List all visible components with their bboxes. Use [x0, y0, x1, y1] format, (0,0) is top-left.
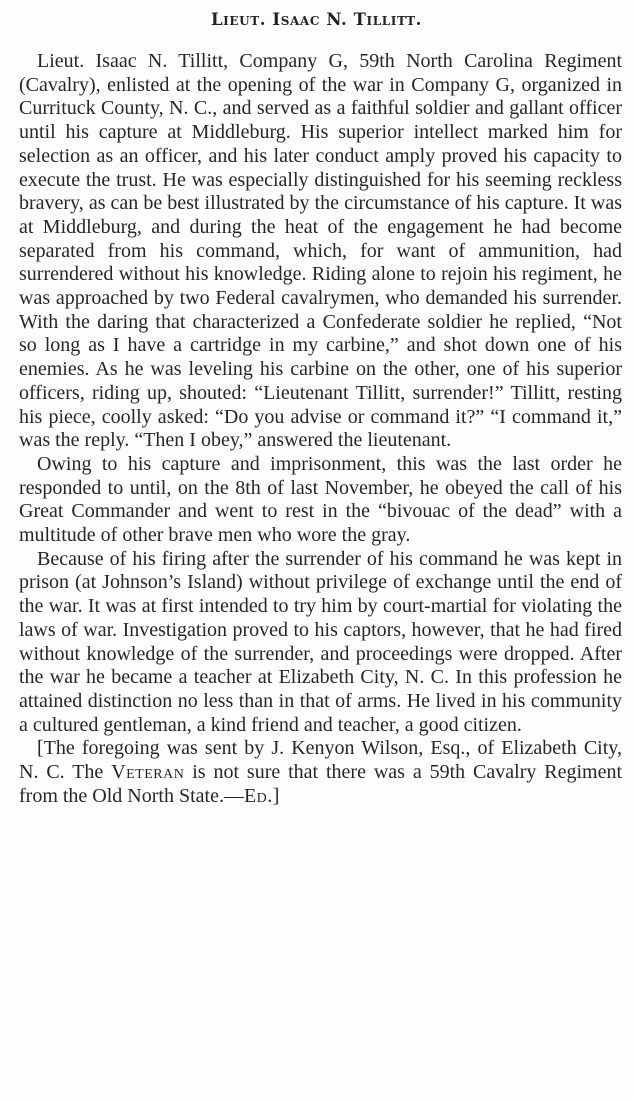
editor-note-before: [The foregoing was sent by J. Kenyon Wilson, Esq., of Elizabeth City, N. C. The — [19, 737, 622, 784]
paragraph-2: Owing to his capture and imprisonment, this was the last order he responded to until, on the 8th of last November, he obeyed the call of his Great Commander and went to rest in the “bivouac of the dead” with a multitude of other brave men who wore the gray. — [19, 452, 622, 547]
editor-note-middle: is not sure that there was a 59th Cavalry Regiment from the Old North State.— — [19, 761, 623, 807]
editor-note — [19, 737, 622, 808]
paragraph-1: Lieut. Isaac N. Tillitt, Company G, 59th North Carolina Regiment (Cavalry), enlisted at the opening of the war in Company G, organized in Currituck County, N. C., and served as a faithful soldier and gallant officer until his capture at Middleburg. His superior intellect marked him for selection as an officer, and his later conduct amply proved his capacity to execute the trust. He was especially distinguished for his seeming reckless bravery, as can be best illustrated by the circumstance of his capture. It was at Middleburg, and during the heat of the engagement he had become separated from his command, which, for want of ammunition, had surrendered without his knowledge. Riding alone to rejoin his regiment, he was approached by two Federal cavalrymen, who demanded his surrender. With the daring that characterized a Confederate soldier he replied, “Not so long as I have a cartridge in my carbine,” and shot down one of his enemies. As he was leveling his carbine on the other, one of his superior officers, riding up, shouted: “Lieutenant Tillitt, surrender!” Tillitt, resting his piece, coolly asked: “Do you advise or command it?” “I command it,” was the reply. “Then I obey,” answered the lieutenant. — [19, 50, 622, 452]
article-title: Lieut. Isaac N. Tillitt. — [210, 10, 423, 29]
editor-initials: Ed. — [243, 784, 273, 807]
editor-note-after: ] — [272, 784, 280, 807]
veteran-name: Veteran — [111, 761, 185, 784]
paragraph-3: Because of his firing after the surrender of his command he was kept in prison (at Johnson’s Island) without privilege of exchange until the end of the war. It was at first intended to try him by court-martial for violating the laws of war. Investigation proved to his captors, however, that he had fired without knowledge of the surrender, and proceedings were dropped. After the war he became a teacher at Elizabeth City, N. C. In this profession he attained distinction no less than in that of arms. He lived in his community a cultured gentleman, a kind friend and teacher, a good citizen. — [19, 547, 622, 736]
article-body — [19, 50, 622, 809]
